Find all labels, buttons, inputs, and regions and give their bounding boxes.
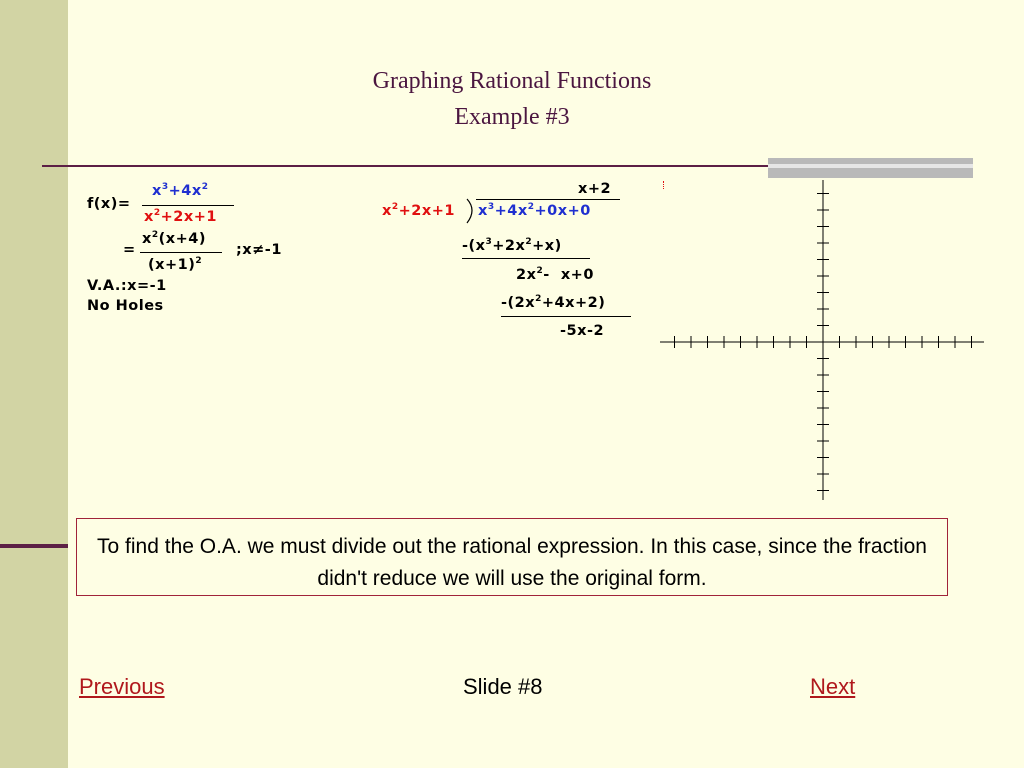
fraction-bar-2 <box>140 252 222 253</box>
subtract-step-2: $-(2x^2+4x+2)$ <box>501 294 606 311</box>
explanation-text: To find the O.A. we must divide out the rational expression. In this case, since the fraction didn't reduce we will use the original form. <box>97 535 927 590</box>
previous-link[interactable]: Previous <box>79 674 165 699</box>
holes-statement: No Holes <box>87 298 164 314</box>
numerator-2: $x^2(x+4)$ <box>142 230 206 247</box>
division-bracket-curve <box>465 198 479 224</box>
left-accent-rule <box>0 544 68 548</box>
equals-sign: = <box>123 242 136 258</box>
next-link[interactable]: Next <box>810 674 856 699</box>
dividend: $x^3+4x^2+0x+0$ <box>478 202 591 219</box>
remainder-1: $2x^2-$ x+0 <box>516 266 594 283</box>
slide-number: Slide #8 <box>463 674 543 699</box>
remainder-2: -5x-2 <box>560 323 605 339</box>
subtract-line-1 <box>462 258 590 259</box>
corner-decoration <box>768 158 973 178</box>
subtract-line-2 <box>501 316 631 317</box>
subtract-step-1: $-(x^3+2x^2+x)$ <box>462 237 562 254</box>
coordinate-axes <box>656 176 986 504</box>
vertical-asymptote: V.A.:x=-1 <box>87 278 167 294</box>
explanation-box <box>76 518 948 596</box>
division-bracket-top <box>476 199 620 200</box>
quotient: x+2 <box>578 181 612 197</box>
slide-title: Graphing Rational Functions <box>372 68 652 94</box>
denominator-2: $(x+1)^2$ <box>148 256 203 273</box>
denominator-1: $x^2+2x+1$ <box>144 208 217 225</box>
domain-restriction: ;x≠-1 <box>236 242 282 258</box>
numerator-1: $x^3+4x^2$ <box>152 182 209 199</box>
divisor: $x^2+2x+1$ <box>382 202 455 219</box>
slide-subtitle: Example #3 <box>454 104 570 130</box>
fx-label: f(x)= <box>87 196 131 212</box>
fraction-bar-1 <box>142 205 234 206</box>
